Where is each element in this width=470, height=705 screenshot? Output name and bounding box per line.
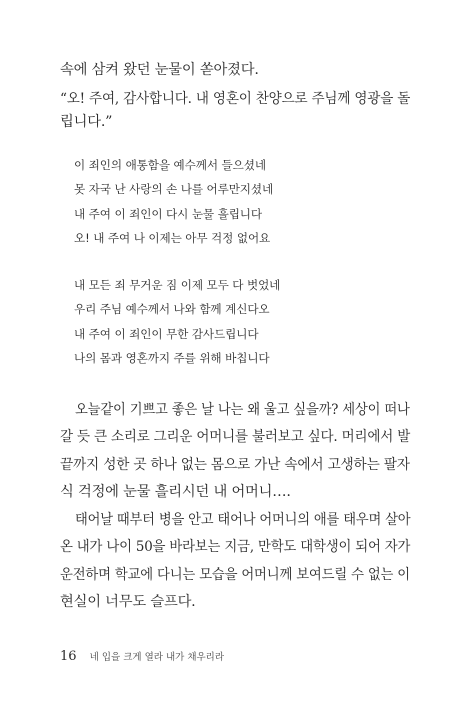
page-number: 16 xyxy=(60,649,77,664)
lyric-line: 나의 몸과 영혼까지 주를 위해 바칩니다 xyxy=(74,351,270,365)
body-line: 끝까지 성한 곳 하나 없는 몸으로 가난 속에서 고생하는 팔자 xyxy=(60,457,410,473)
body-line: 갈 듯 큰 소리로 그리운 어머니를 불러보고 싶다. 머리에서 발 xyxy=(60,429,411,445)
lyric-line: 내 모든 죄 무거운 짐 이제 모두 다 벗었네 xyxy=(74,278,281,292)
body-line: 온 내가 나이 50을 바라보는 지금, 만학도 대학생이 되어 자가 xyxy=(60,539,411,555)
body-line: 태어날 때부터 병을 안고 태어나 어머니의 애를 태우며 살아 xyxy=(75,512,411,528)
body-line: “오! 주여, 감사합니다. 내 영혼이 찬양으로 주님께 영광을 돌 xyxy=(60,91,411,107)
body-line: 현실이 너무도 슬프다. xyxy=(60,594,196,610)
body-line: 운전하며 학교에 다니는 모습을 어머니께 보여드릴 수 없는 이 xyxy=(60,567,411,583)
body-line: 오늘같이 기쁘고 좋은 날 나는 왜 울고 싶을까? 세상이 떠나 xyxy=(75,402,410,418)
lyric-line: 오! 내 주여 나 이제는 아무 걱정 없어요 xyxy=(74,231,271,245)
running-book-title: 네 입을 크게 열라 내가 채우리라 xyxy=(89,652,225,663)
page-footer xyxy=(60,645,224,665)
body-line: 립니다.” xyxy=(60,114,113,130)
lyric-line: 못 자국 난 사랑의 손 나를 어루만지셨네 xyxy=(74,182,274,196)
lyric-line: 우리 주님 예수께서 나와 함께 계신다오 xyxy=(74,302,270,316)
lyric-line: 내 주여 이 죄인이 무한 감사드립니다 xyxy=(74,327,259,341)
body-line: 식 걱정에 눈물 흘리시던 내 어머니…. xyxy=(60,484,291,500)
body-line: 속에 삼켜 왔던 눈물이 쏟아졌다. xyxy=(60,62,259,78)
lyric-line: 이 죄인의 애통함을 예수께서 들으셨네 xyxy=(74,158,266,172)
lyric-line: 내 주여 이 죄인이 다시 눈물 흘립니다 xyxy=(74,207,263,221)
